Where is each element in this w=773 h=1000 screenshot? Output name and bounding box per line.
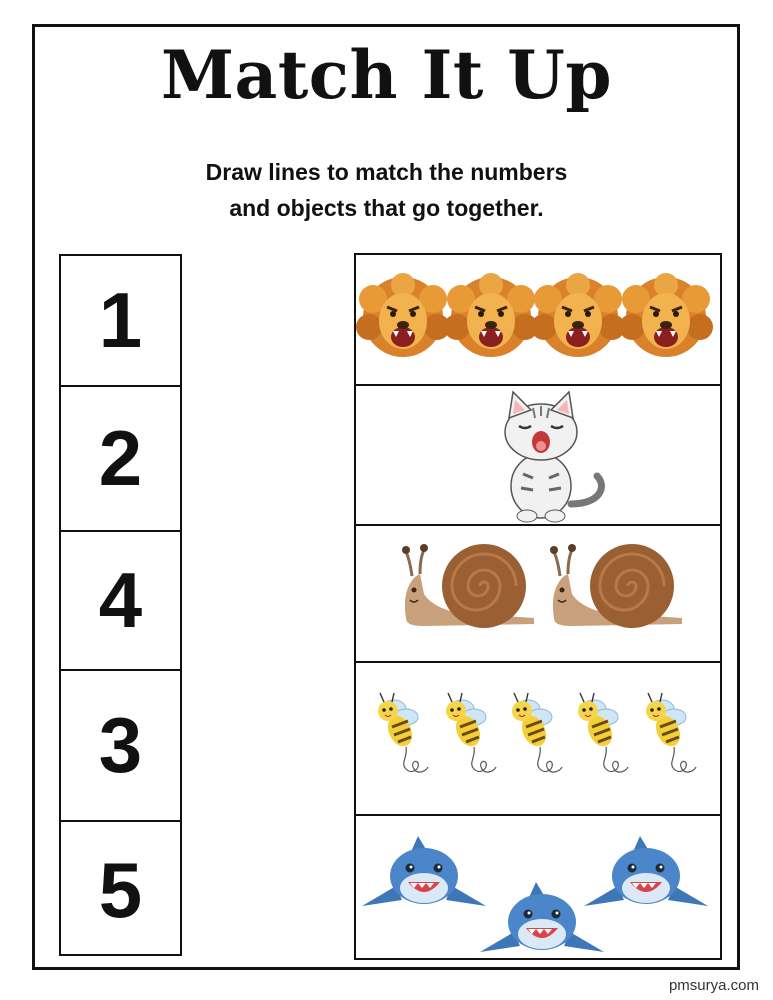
lion-icon [444,273,538,357]
picture-cell-lions[interactable] [356,255,720,386]
number-cell-5[interactable]: 5 [98,845,143,934]
number-cell-1[interactable]: 1 [61,256,180,387]
snail-icon [402,544,534,628]
shark-icon [480,882,604,952]
picture-cell-snails[interactable] [356,526,720,663]
instructions-line-2: and objects that go together. [229,195,544,221]
page-title: Match It Up [161,36,612,114]
picture-cell-sharks[interactable] [356,816,720,962]
shark-icon [362,836,486,906]
snail-group [356,526,720,661]
number-cell-2[interactable]: 2 [61,387,180,532]
number-cell-3[interactable]: 4 [61,532,180,671]
bee-icon [512,693,562,772]
bee-icon [646,693,696,772]
lion-group [356,255,720,384]
watermark: pmsurya.com [668,977,759,994]
kitten-icon [356,386,720,524]
bee-icon [578,693,628,772]
number-cell-4[interactable]: 3 [61,671,180,822]
instructions [0,154,773,226]
shark-icon [584,836,708,906]
number-column [59,254,182,956]
snail-icon [550,544,682,628]
bee-icon [378,693,428,772]
shark-group [356,816,720,960]
picture-cell-kitten[interactable] [356,386,720,526]
lion-icon [356,273,450,357]
lion-icon [619,273,713,357]
picture-cell-bees[interactable] [356,663,720,816]
instructions-line-1: Draw lines to match the numbers [205,159,568,185]
picture-column [354,253,722,960]
lion-icon [531,273,625,357]
bee-group [356,663,720,814]
bee-icon [446,693,496,772]
